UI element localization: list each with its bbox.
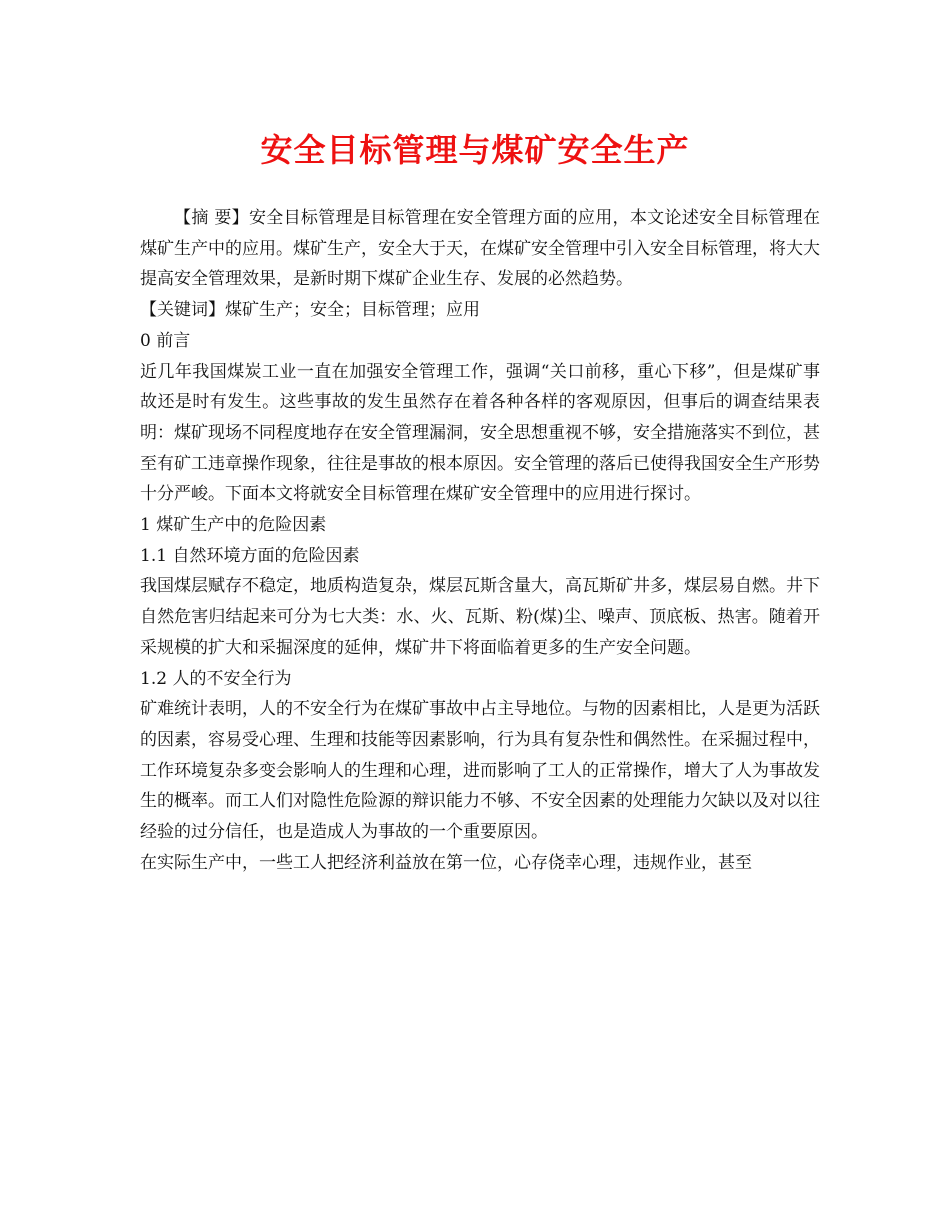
body-paragraph: 近几年我国煤炭工业一直在加强安全管理工作，强调“关口前移，重心下移”，但是煤矿事故还是时有发生。这些事故的发生虽然存在着各种各样的客观原因，但事后的调查结果表明：煤矿现场不同程度地存在安全管理漏洞，安全思想重视不够，安全措施落实不到位，甚至有矿工违章操作现象，往往是事故的根本原因。安全管理的落后已使得我国安全生产形势十分严峻。下面本文将就安全目标管理在煤矿安全管理中的应用进行探讨。 [140, 361, 820, 505]
document-title: 安全目标管理与煤矿安全生产 [260, 131, 690, 169]
body-paragraph: 矿难统计表明，人的不安全行为在煤矿事故中占主导地位。与物的因素相比，人是更为活跃的因素，容易受心理、生理和技能等因素影响，行为具有复杂性和偶然性。在采掘过程中，工作环境复杂多变会影响人的生理和心理，进而影响了工人的正常操作，增大了人为事故发生的概率。而工人们对隐性危险源的辩识能力不够、不安全因素的处理能力欠缺以及对以往经验的过分信任，也是造成人为事故的一个重要原因。 [140, 699, 820, 843]
document-body [140, 203, 820, 878]
abstract-paragraph: 【摘 要】安全目标管理是目标管理在安全管理方面的应用，本文论述安全目标管理在煤矿生产中的应用。煤矿生产，安全大于天，在煤矿安全管理中引入安全目标管理，将大大提高安全管理效果，是新时期下煤矿企业生存、发展的必然趋势。 [140, 208, 820, 290]
body-paragraph: 在实际生产中，一些工人把经济利益放在第一位，心存侥幸心理，违规作业，甚至 [140, 852, 752, 873]
section-heading-hazards: 1 煤矿生产中的危险因素 [140, 515, 327, 536]
subsection-heading-natural: 1.1 自然环境方面的危险因素 [140, 545, 360, 566]
body-paragraph: 我国煤层赋存不稳定，地质构造复杂，煤层瓦斯含量大，高瓦斯矿井多，煤层易自燃。井下自然危害归结起来可分为七大类：水、火、瓦斯、粉(煤)尘、噪声、顶底板、热害。随着开采规模的扩大和采掘深度的延伸，煤矿井下将面临着更多的生产安全问题。 [140, 576, 820, 658]
keywords-paragraph: 【关键词】煤矿生产；安全；目标管理；应用 [140, 300, 480, 321]
subsection-heading-human: 1.2 人的不安全行为 [140, 668, 292, 689]
section-heading-preface: 0 前言 [140, 330, 191, 351]
